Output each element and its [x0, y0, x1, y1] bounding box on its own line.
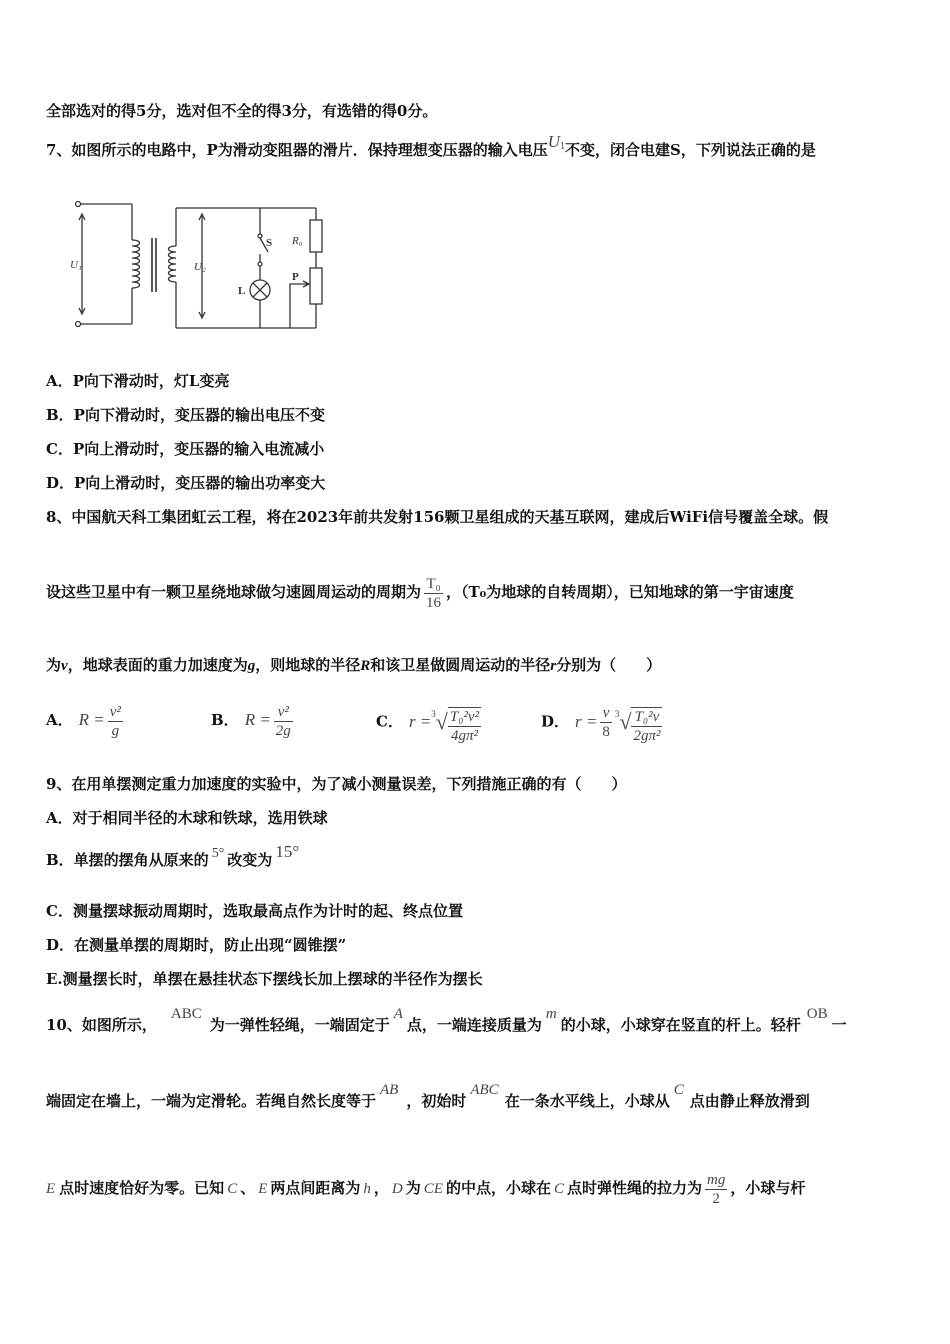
q8-option-a-fraction: [108, 703, 123, 740]
q8-option-d-pre-den: 8: [602, 724, 610, 740]
q10-l3-f: ，小球与杆: [730, 1179, 806, 1197]
q9-option-e: E.测量摆长时，单摆在悬挂状态下摆线长加上摆球的半径作为摆长: [46, 970, 483, 988]
q7-option-a: A．P向下滑动时，灯L变亮: [46, 372, 230, 390]
q8-var-r: r: [550, 658, 557, 674]
q10-l3-comma: ，: [373, 1179, 389, 1197]
q10-l1-e: 一: [831, 1016, 847, 1034]
q8-option-d-num: T₀²v: [631, 708, 662, 727]
q8-option-c-fraction: [448, 707, 481, 745]
q7-stem-a: 7、如图所示的电路中，P为滑动变阻器的滑片．保持理想变压器的输入电压: [46, 141, 548, 159]
q8-line2-b: ，（T₀为地球的自转周期），已知地球的第一宇宙速度: [446, 583, 794, 601]
q7-var-u: U: [547, 132, 561, 151]
q8-var-R: R: [360, 658, 371, 674]
q8-period-num: T₀: [424, 575, 443, 594]
q8-option-b-label: B．: [211, 711, 239, 729]
q8-option-d-root-index: 3: [614, 709, 620, 719]
q10-l2-c: 在一条水平线上，小球从: [504, 1092, 670, 1110]
q8-option-c-lhs: r =: [408, 711, 432, 731]
q8-option-c-den: 4gπ²: [450, 727, 478, 744]
q10-l2-C: C: [673, 1082, 684, 1098]
q10-l3-C2: C: [553, 1181, 564, 1197]
q7-circuit-diagram: [60, 188, 330, 338]
q9-option-b-angle1: 5°: [211, 846, 225, 861]
q9-option-b: [46, 842, 300, 872]
intro-text: 全部选对的得5分，选对但不全的得3分，有选错的得0分。: [46, 102, 438, 120]
q10-l3-CE: CE: [423, 1181, 443, 1197]
q10-l1-ob: OB: [806, 1006, 828, 1022]
q10-l3-sep: 、: [240, 1179, 256, 1197]
q8-option-b-den: 2g: [275, 722, 291, 739]
q10-l2-ab: AB: [380, 1082, 399, 1098]
q10-l1-m: m: [545, 1006, 557, 1022]
q10-line3: [46, 1168, 805, 1209]
q8-option-a-lhs: R =: [78, 710, 105, 729]
q10-line1: [46, 1006, 847, 1036]
q8-option-d-den: 2gπ²: [633, 727, 661, 744]
q10-l2-d: 点由静止释放滑到: [689, 1092, 810, 1110]
q8-option-c-label: C．: [376, 712, 403, 731]
q8-option-d-prefix-fraction: [600, 704, 612, 741]
q8-period-fraction: [424, 575, 443, 612]
q7-option-c: C．P向上滑动时，变压器的输入电流减小: [46, 440, 325, 458]
q9-option-b-angle2: 15°: [275, 842, 300, 861]
q8-option-d-pre-num: v: [600, 704, 612, 723]
q8-line3-e: 分别为（ ）: [556, 656, 662, 674]
q9-option-c: C．测量摆球振动周期时，选取最高点作为计时的起、终点位置: [46, 902, 463, 920]
q8-option-c-root-index: 3: [431, 709, 436, 719]
q8-option-c: [376, 692, 484, 753]
q8-option-d-lhs: r =: [575, 711, 598, 731]
q10-l1-A: A: [393, 1006, 403, 1022]
q10-line2: [46, 1082, 810, 1112]
q7-stem-b: 不变，闭合电建S，下列说法正确的是: [565, 141, 816, 159]
q8-options: [46, 692, 926, 748]
q8-line2-a: 设这些卫星中有一颗卫星绕地球做匀速圆周运动的周期为: [46, 583, 422, 601]
q10-l3-C: C: [227, 1181, 238, 1197]
q8-option-a-num: v²: [109, 703, 121, 720]
q10-l3-E: E: [46, 1181, 56, 1197]
q10-l3-h: h: [363, 1181, 371, 1197]
radical-sign-icon: √: [435, 709, 448, 734]
q7-stem: [46, 132, 816, 163]
q8-period-den: 16: [426, 594, 442, 611]
q8-line2: [46, 572, 794, 612]
q9-option-b-b: 改变为: [227, 851, 273, 869]
q10-l3-E2: E: [258, 1181, 268, 1197]
q8-option-a-den: g: [111, 722, 120, 739]
q10-force-den: 2: [712, 1190, 720, 1207]
q8-option-b-num: v²: [274, 703, 293, 722]
q10-l1-d: 的小球，小球穿在竖直的杆上。轻杆: [560, 1016, 801, 1034]
q9-option-a: A．对于相同半径的木球和铁球，选用铁球: [46, 809, 328, 827]
fig-label-l: L: [238, 285, 246, 297]
q8-line3-b: ，地球表面的重力加速度为: [67, 656, 248, 674]
q8-line1: 8、中国航天科工集团虹云工程，将在2023年前共发射156颗卫星组成的天基互联网，建成后WiFi信号覆盖全球。假: [46, 508, 829, 526]
q10-l3-e: 点时弹性绳的拉力为: [566, 1179, 702, 1197]
q7-option-d: D．P向上滑动时，变压器的输出功率变大: [46, 474, 326, 492]
q10-l3-b: 两点间距离为: [270, 1179, 361, 1197]
q10-force-fraction: [705, 1171, 727, 1208]
q10-l1-abc: ABC: [170, 1006, 202, 1022]
q8-option-b-fraction: [274, 703, 293, 740]
q10-l2-b: ，初始时: [406, 1092, 467, 1110]
q9-option-b-a: B．单摆的摆角从原来的: [46, 851, 209, 869]
q8-option-a: [46, 692, 126, 748]
q9-stem: 9、在用单摆测定重力加速度的实验中，为了减小测量误差，下列措施正确的有（ ）: [46, 775, 627, 793]
q10-force-num: mg: [707, 1171, 726, 1188]
q8-option-b-lhs: R =: [244, 710, 271, 729]
q10-l1-b: 为一弹性轻绳，一端固定于: [209, 1016, 390, 1034]
fig-label-u1: U₁: [70, 259, 82, 271]
q10-l2-a: 端固定在墙上，一端为定滑轮。若绳自然长度等于: [46, 1092, 377, 1110]
q8-option-d-radical: [615, 692, 666, 753]
q8-line3: [46, 655, 661, 676]
fig-label-r0: R₀: [292, 235, 303, 247]
q7-var-u-sub: 1: [560, 141, 566, 152]
q8-line3-d: 和该卫星做圆周运动的半径: [370, 656, 551, 674]
fig-label-s: S: [266, 237, 273, 249]
q8-option-b: [211, 692, 296, 748]
radical-sign-icon: √: [619, 709, 632, 734]
q8-option-d-fraction: [631, 707, 662, 745]
q10-l3-d: 的中点，小球在: [445, 1179, 551, 1197]
q10-l1-a: 10、如图所示，: [46, 1016, 157, 1034]
q10-l3-a: 点时速度恰好为零。已知: [59, 1179, 225, 1197]
q8-line3-c: ，则地球的半径: [255, 656, 361, 674]
q8-line3-a: 为: [46, 656, 62, 674]
q8-option-d-label: D．: [541, 712, 570, 731]
q8-var-v: v: [61, 658, 68, 674]
q8-var-g: g: [247, 658, 256, 674]
q8-option-c-radical: [431, 692, 484, 753]
q10-l3-c: 为: [405, 1179, 421, 1197]
fig-label-p: P: [292, 271, 299, 283]
fig-label-u2: U₂: [194, 261, 206, 273]
q8-option-d: [541, 692, 665, 753]
q10-l1-c: 点，一端连接质量为: [406, 1016, 542, 1034]
q10-l2-abc: ABC: [470, 1082, 499, 1098]
q8-option-a-label: A．: [46, 711, 73, 729]
q8-option-c-num: T₀²v²: [449, 708, 480, 725]
q7-option-b: B．P向下滑动时，变压器的输出电压不变: [46, 406, 325, 424]
q9-option-d: D．在测量单摆的周期时，防止出现“圆锥摆”: [46, 936, 347, 954]
q10-l3-D: D: [391, 1181, 403, 1197]
